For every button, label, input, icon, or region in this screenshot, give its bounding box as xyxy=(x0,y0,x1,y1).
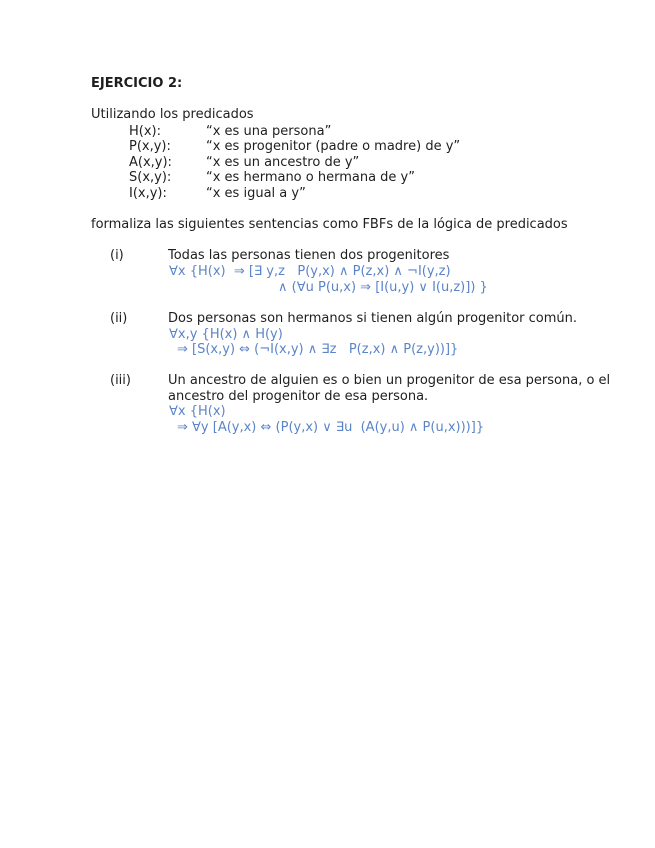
item-formula-line: ∧ (∀u P(u,x) ⇒ [I(u,y) ∨ I(u,z)]) } xyxy=(278,280,488,295)
item-sentence: Un ancestro de alguien es o bien un progenitor de esa persona, o el xyxy=(168,373,611,388)
item-number: (iii) xyxy=(110,373,131,388)
item-formula-line: ⇒ ∀y [A(y,x) ⇔ (P(y,x) ∨ ∃u (A(y,u) ∧ P(u,x)))]} xyxy=(177,420,485,435)
item-formula-line: ∀x {H(x) ⇒ [∃ y,z P(y,x) ∧ P(z,x) ∧ ¬I(y,z) xyxy=(169,264,451,279)
intro-text: Utilizando los predicados xyxy=(91,107,254,122)
predicate-symbol: P(x,y): xyxy=(129,139,171,154)
predicate-symbol: A(x,y): xyxy=(129,155,172,170)
item-formula-line: ∀x,y {H(x) ∧ H(y) xyxy=(169,327,283,342)
predicate-meaning: “x es progenitor (padre o madre) de y” xyxy=(206,139,461,154)
item-sentence: ancestro del progenitor de esa persona. xyxy=(168,389,429,404)
item-sentence: Dos personas son hermanos si tienen algún progenitor común. xyxy=(168,311,578,326)
predicate-meaning: “x es un ancestro de y” xyxy=(206,155,360,170)
predicate-meaning: “x es una persona” xyxy=(206,124,332,139)
instruction-text: formaliza las siguientes sentencias como FBFs de la lógica de predicados xyxy=(91,217,568,232)
item-number: (ii) xyxy=(110,311,128,326)
item-formula-line: ∀x {H(x) xyxy=(169,404,226,419)
predicate-symbol: S(x,y): xyxy=(129,170,172,185)
predicate-symbol: H(x): xyxy=(129,124,161,139)
predicate-meaning: “x es hermano o hermana de y” xyxy=(206,170,415,185)
exercise-heading: EJERCICIO 2: xyxy=(91,76,183,91)
item-number: (i) xyxy=(110,248,124,263)
predicate-symbol: I(x,y): xyxy=(129,186,167,201)
item-formula-line: ⇒ [S(x,y) ⇔ (¬I(x,y) ∧ ∃z P(z,x) ∧ P(z,y))]} xyxy=(177,342,459,357)
predicate-meaning: “x es igual a y” xyxy=(206,186,306,201)
item-sentence: Todas las personas tienen dos progenitores xyxy=(168,248,450,263)
